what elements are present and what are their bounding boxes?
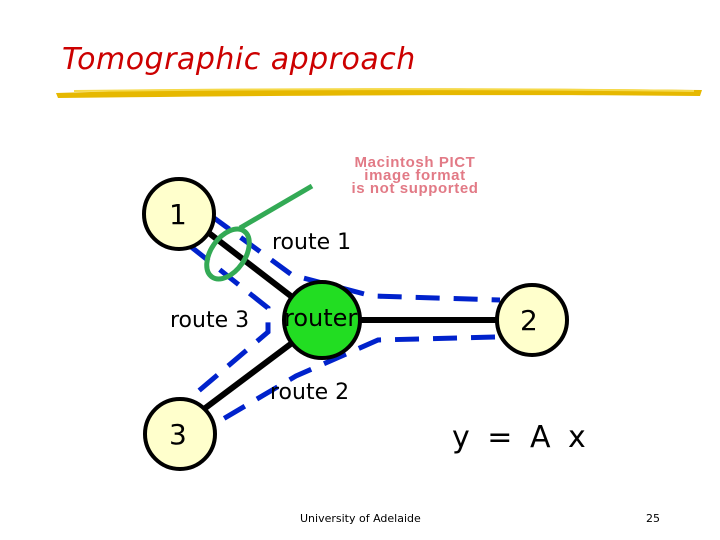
- route-1-path: [210, 215, 500, 300]
- measurement-equation: y = A x: [452, 420, 590, 455]
- route-1-label: route 1: [272, 230, 352, 255]
- route-2-label: route 2: [270, 380, 350, 405]
- slide-title: Tomographic approach: [62, 42, 416, 77]
- unsupported-image-placeholder: [300, 156, 530, 195]
- footer-text: University of Adelaide: [300, 512, 421, 525]
- pict-line-1: Macintosh PICT: [354, 154, 476, 171]
- router-label: router: [284, 304, 358, 332]
- page-number: 25: [646, 512, 660, 525]
- pict-line-2: image format: [364, 167, 466, 184]
- pict-line-3: is not supported: [351, 180, 479, 197]
- node-1-label: 1: [169, 198, 187, 231]
- node-2-label: 2: [520, 304, 538, 337]
- route-3-label: route 3: [170, 308, 250, 333]
- node-3-label: 3: [169, 418, 187, 451]
- route-2-path: [218, 337, 495, 422]
